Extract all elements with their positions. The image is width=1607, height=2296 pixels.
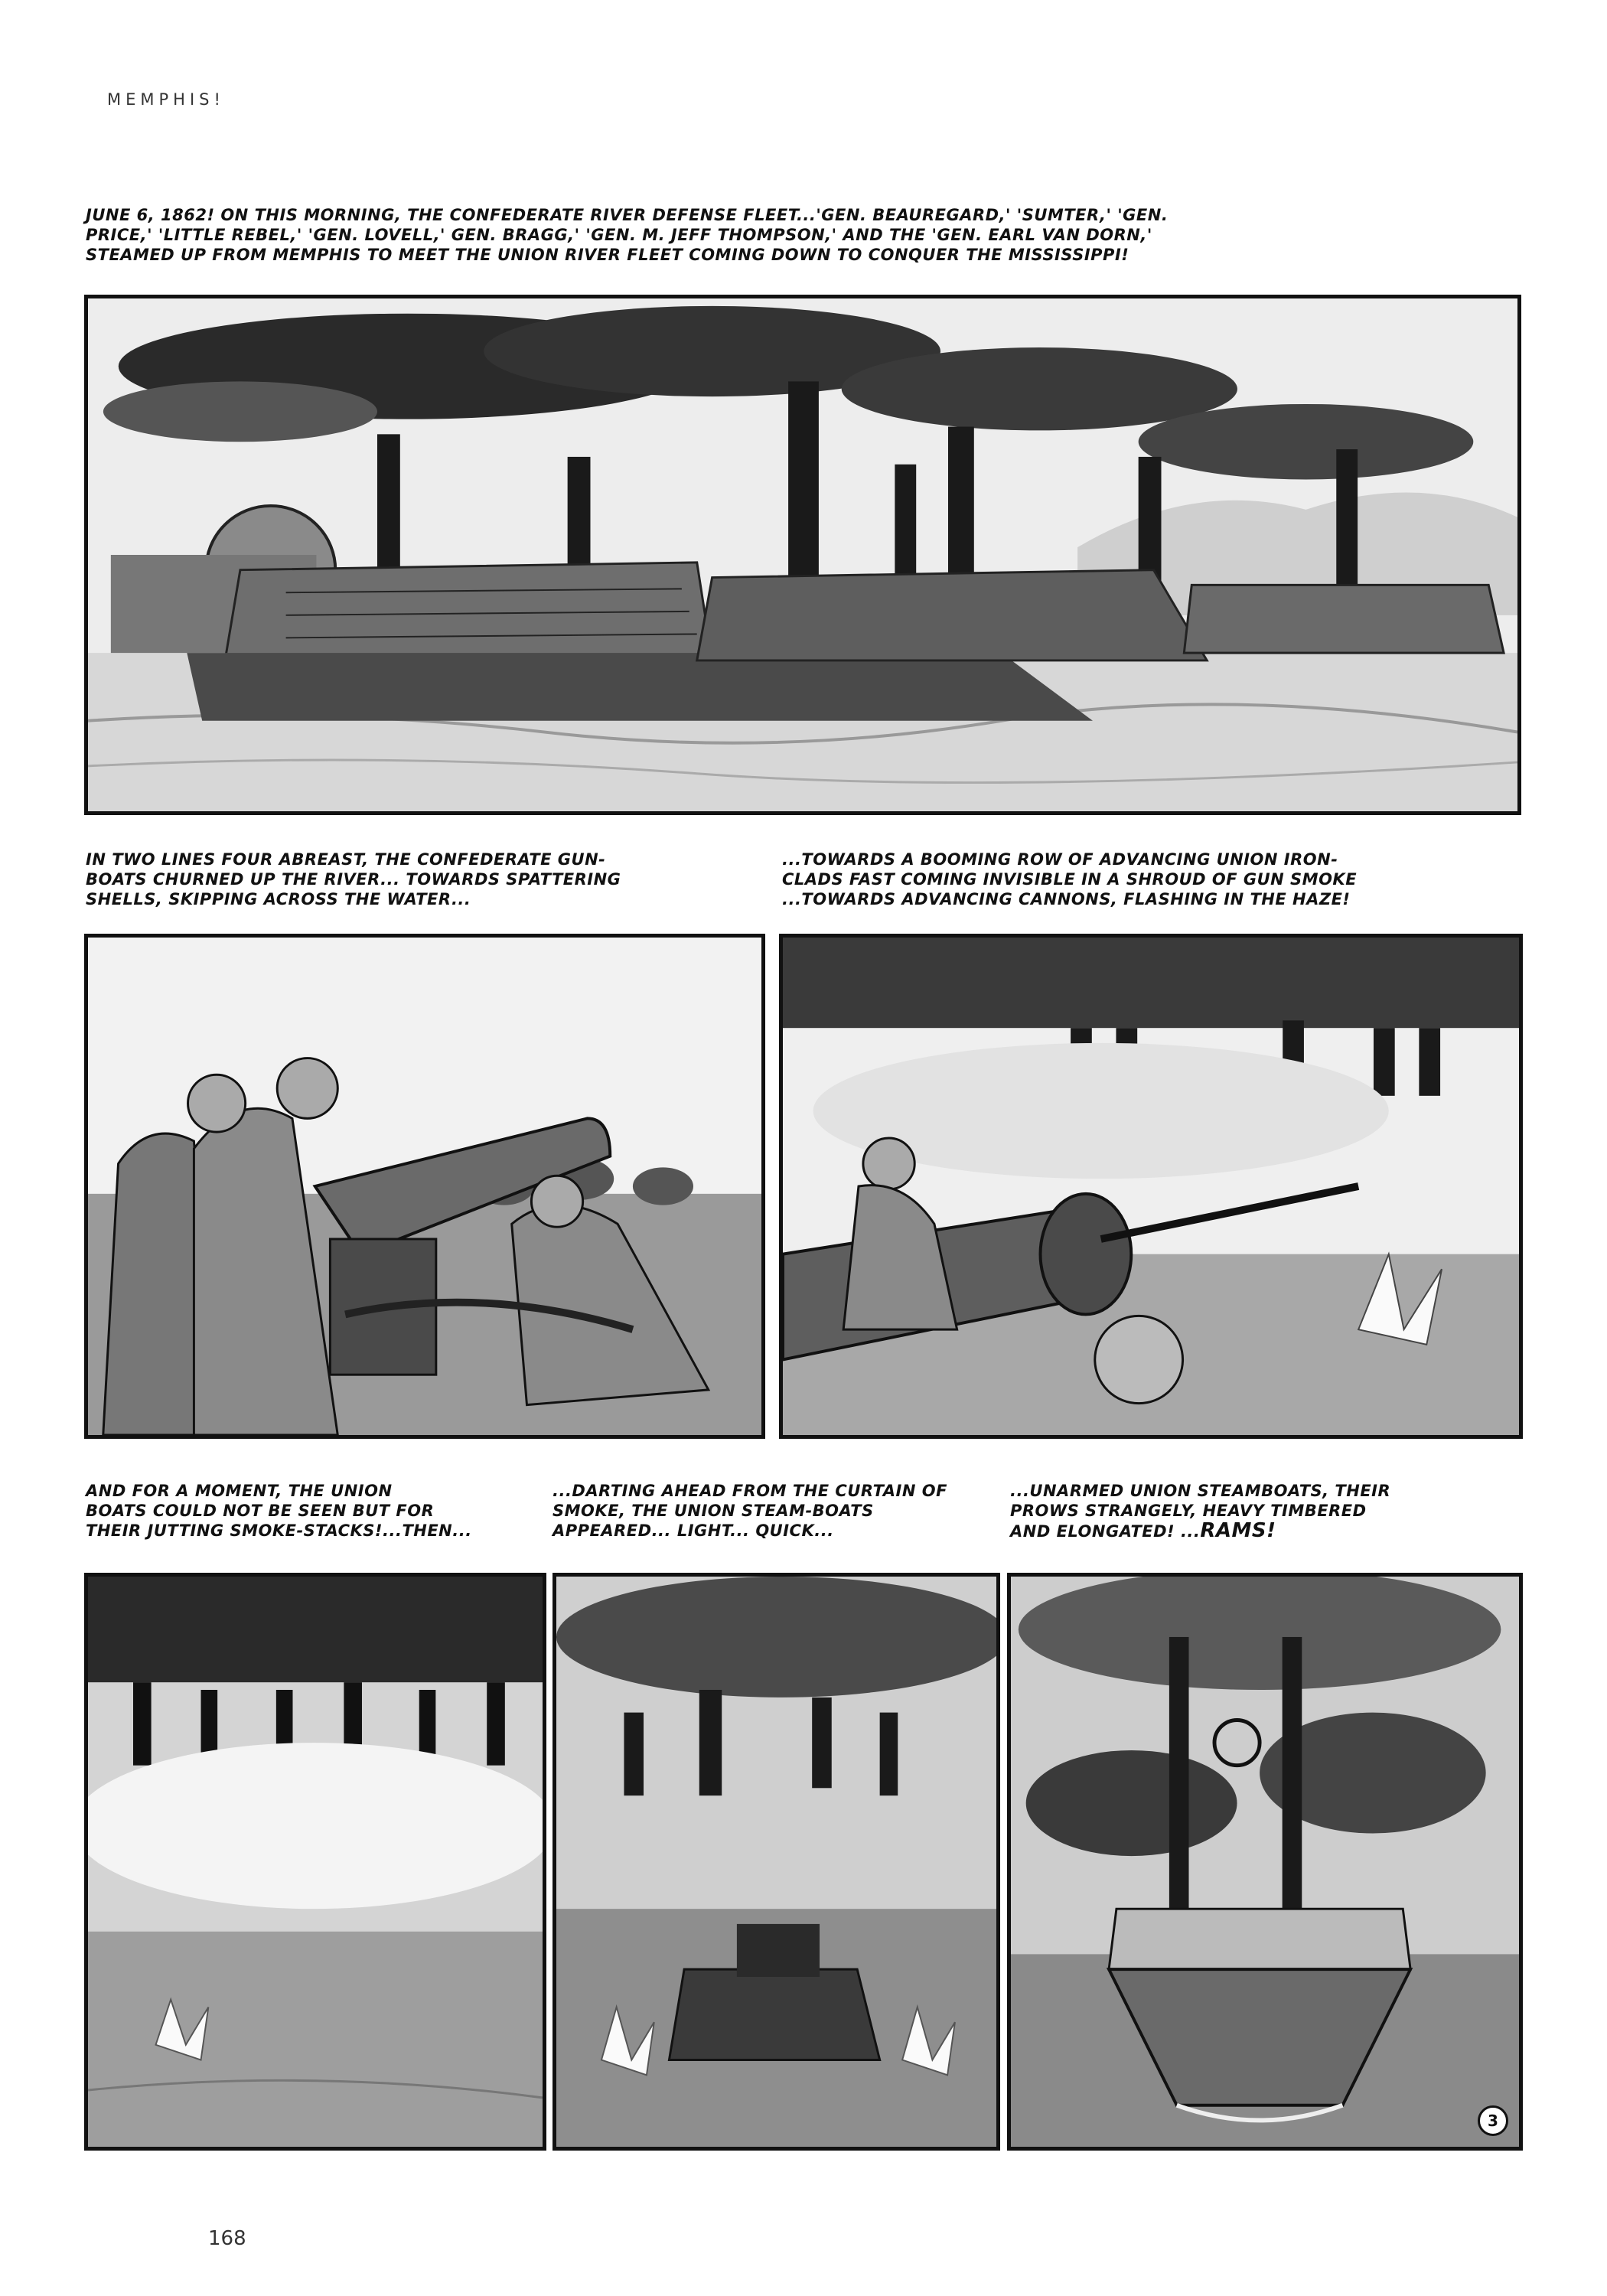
caption-top [86, 205, 1524, 265]
caption-row3-left-line-3-text: THEIR JUTTING SMOKE-STACKS!... [86, 1521, 403, 1540]
caption-row3-right [1010, 1481, 1515, 1541]
caption-row3-left [86, 1481, 545, 1541]
caption-row2-left [86, 850, 774, 909]
caption-row3-left-line-3 [86, 1521, 545, 1541]
caption-row3-right-line-3 [1010, 1521, 1515, 1541]
fleet-illustration [88, 298, 1517, 811]
caption-row2-right-line-3: ...TOWARDS ADVANCING CANNONS, FLASHING IN THE HAZE! [782, 890, 1351, 908]
caption-row2-right-line-1: ...TOWARDS A BOOMING ROW OF ADVANCING UNION IRON- [782, 850, 1338, 869]
running-head: MEMPHIS! [107, 90, 225, 109]
caption-row3-middle-line-2: SMOKE, THE UNION STEAM-BOATS [553, 1502, 874, 1520]
cannon-crew-illustration [88, 938, 761, 1435]
steamboat-emerging-illustration [556, 1577, 996, 2147]
page-number: 168 [208, 2227, 246, 2250]
caption-row2-right-line-2: CLADS FAST COMING INVISIBLE IN A SHROUD OF GUN SMOKE [782, 870, 1358, 889]
caption-row3-left-emphasis: THEN... [402, 1521, 472, 1540]
caption-top-line-3: STEAMED UP FROM MEMPHIS TO MEET THE UNION RIVER FLEET COMING DOWN TO CONQUER THE MISSISSIPPI! [86, 246, 1129, 264]
panel-steamboat-emerging [553, 1573, 1000, 2151]
panel-rammer-explosion [779, 934, 1523, 1439]
caption-row3-left-line-2: BOATS COULD NOT BE SEEN BUT FOR [86, 1502, 435, 1520]
caption-row3-middle-line-1: ...DARTING AHEAD FROM THE CURTAIN OF [553, 1482, 947, 1500]
caption-row2-right [782, 850, 1517, 909]
caption-row3-left-line-1: AND FOR A MOMENT, THE UNION [86, 1482, 393, 1500]
panel-confederate-fleet [84, 295, 1521, 815]
ram-steamboat-illustration [1011, 1577, 1519, 2147]
caption-top-line-2: PRICE,' 'LITTLE REBEL,' 'GEN. LOVELL,' GEN. BRAGG,' 'GEN. M. JEFF THOMPSON,' AND THE 'GEN. EARL VAN DORN,' [86, 226, 1152, 244]
caption-row2-left-line-2: BOATS CHURNED UP THE RIVER... TOWARDS SPATTERING [86, 870, 621, 889]
caption-row3-right-line-2: PROWS STRANGELY, HEAVY TIMBERED [1010, 1502, 1367, 1520]
caption-row3-right-line-1: ...UNARMED UNION STEAMBOATS, THEIR [1010, 1482, 1391, 1500]
rammer-illustration [783, 938, 1519, 1435]
caption-row3-right-emphasis: RAMS! [1200, 1519, 1276, 1542]
caption-row3-right-line-3-text: AND ELONGATED! ... [1010, 1522, 1201, 1541]
caption-row3-middle [553, 1481, 1012, 1541]
panel-cannon-crew [84, 934, 765, 1439]
caption-row2-left-line-3: SHELLS, SKIPPING ACROSS THE WATER... [86, 890, 471, 908]
smoke-haze-illustration [88, 1577, 543, 2147]
caption-row2-left-line-1: IN TWO LINES FOUR ABREAST, THE CONFEDERATE GUN- [86, 850, 606, 869]
panel-smoke-haze [84, 1573, 546, 2151]
caption-top-line-1: JUNE 6, 1862! ON THIS MORNING, THE CONFEDERATE RIVER DEFENSE FLEET...'GEN. BEAUREGARD,' 'SUMTER,' 'GEN. [86, 206, 1169, 224]
caption-row3-middle-line-3: APPEARED... LIGHT... QUICK... [553, 1521, 834, 1540]
panel-number-badge: 3 [1478, 2105, 1508, 2136]
panel-ram-steamboat [1007, 1573, 1523, 2151]
